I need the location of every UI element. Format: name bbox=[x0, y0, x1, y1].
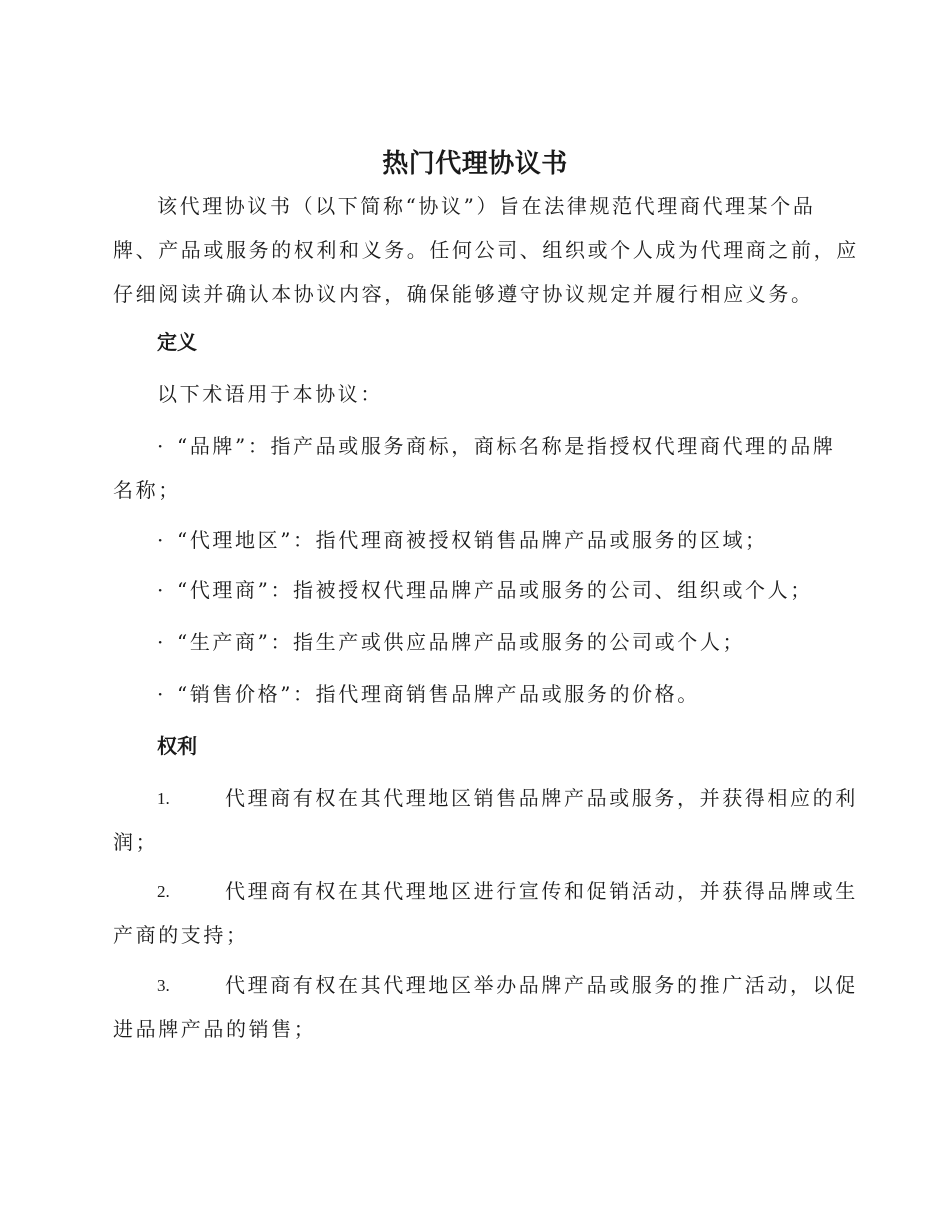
bullet-icon: · bbox=[157, 528, 166, 552]
definition-item: · “代理地区”：指代理商被授权销售品牌产品或服务的区域； bbox=[157, 528, 768, 552]
definition-item: · “销售价格”：指代理商销售品牌产品或服务的价格。 bbox=[157, 682, 700, 706]
rights-item-line: 代理商有权在其代理地区举办品牌产品或服务的推广活动，以促 bbox=[225, 973, 858, 997]
definition-item: · “生产商”：指生产或供应品牌产品或服务的公司或个人； bbox=[157, 630, 746, 654]
document-title: 热门代理协议书 bbox=[382, 149, 568, 179]
bullet-icon: · bbox=[157, 630, 166, 654]
section-heading-rights: 权利 bbox=[157, 734, 197, 758]
list-number: 2. bbox=[157, 882, 170, 901]
bullet-icon: · bbox=[157, 682, 166, 706]
definitions-lead: 以下术语用于本协议： bbox=[157, 382, 383, 406]
list-number: 1. bbox=[157, 789, 170, 808]
intro-line-3: 仔细阅读并确认本协议内容，确保能够遵守协议规定并履行相应义务。 bbox=[113, 282, 814, 306]
rights-item-line: 代理商有权在其代理地区销售品牌产品或服务，并获得相应的利 bbox=[225, 786, 858, 810]
definition-item: · “品牌”：指产品或服务商标，商标名称是指授权代理商代理的品牌 bbox=[157, 434, 836, 458]
intro-line-1: 该代理协议书（以下简称“协议”）旨在法律规范代理商代理某个品 bbox=[157, 194, 816, 218]
definition-item: · “代理商”：指被授权代理品牌产品或服务的公司、组织或个人； bbox=[157, 578, 813, 602]
rights-item-continuation: 产商的支持； bbox=[113, 923, 249, 947]
section-heading-definitions: 定义 bbox=[157, 330, 197, 354]
bullet-icon: · bbox=[157, 578, 166, 602]
rights-item-continuation: 润； bbox=[113, 830, 159, 854]
definition-item-continuation: 名称； bbox=[113, 478, 181, 502]
rights-item-continuation: 进品牌产品的销售； bbox=[113, 1017, 317, 1041]
rights-item-line: 代理商有权在其代理地区进行宣传和促销活动，并获得品牌或生 bbox=[225, 879, 858, 903]
intro-line-2: 牌、产品或服务的权利和义务。任何公司、组织或个人成为代理商之前，应 bbox=[113, 238, 859, 262]
bullet-icon: · bbox=[157, 434, 166, 458]
list-number: 3. bbox=[157, 976, 170, 995]
